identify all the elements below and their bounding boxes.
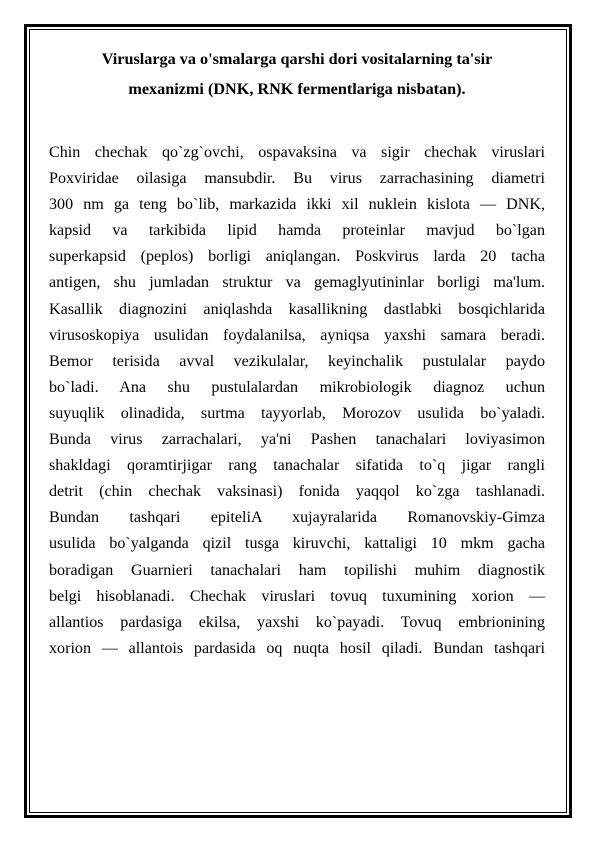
paragraph-line: superkapsid (peplos) borligi aniqlangan. Poskvirus larda 20 tacha xyxy=(49,248,545,266)
paragraph-line: usulida bo`yalganda qizil tusga kiruvchi, kattaligi 10 mkm gacha xyxy=(49,535,545,553)
paragraph-line: belgi hisoblanadi. Chechak viruslari tovuq tuxumining xorion — xyxy=(49,587,545,605)
paragraph-line: suyuqlik olinadida, surtma tayyorlab, Morozov usulida bo`yaladi. xyxy=(49,404,545,422)
paragraph-line: Poxviridae oilasiga mansubdir. Bu virus zarrachasining diametri xyxy=(49,170,545,188)
paragraph-line: xorion — allantois pardasida oq nuqta hosil qiladi. Bundan tashqari xyxy=(49,639,545,657)
body-paragraph xyxy=(49,140,545,662)
paragraph-line: Bunda virus zarrachalari, ya'ni Pashen tanachalari loviyasimon xyxy=(49,431,545,449)
paragraph-line: virusoskopiya usulidan foydalanilsa, ayniqsa yaxshi samara beradi. xyxy=(49,326,545,344)
title-line: mexanizmi (DNK, RNK fermentlariga nisbatan). xyxy=(128,80,466,98)
paragraph-line: allantios pardasiga ekilsa, yaxshi ko`payadi. Tovuq embrionining xyxy=(49,613,545,631)
title-line: Viruslarga va o'smalarga qarshi dori vositalarning ta'sir xyxy=(101,50,493,68)
paragraph-line: Chin chechak qo`zg`ovchi, ospavaksina va sigir chechak viruslari xyxy=(49,144,545,161)
paragraph-line: shakldagi qoramtirjigar rang tanachalar sifatida to`q jigar rangli xyxy=(49,457,545,475)
paragraph-line: boradigan Guarnieri tanachalari ham topilishi muhim diagnostik xyxy=(49,561,545,579)
document-content xyxy=(49,44,545,662)
document-title xyxy=(49,44,545,104)
paragraph-line: antigen, shu jumladan struktur va gemaglyutininlar borligi ma'lum. xyxy=(49,274,545,292)
paragraph-line: detrit (chin chechak vaksinasi) fonida yaqqol ko`zga tashlanadi. xyxy=(49,483,545,501)
paragraph-line: Kasallik diagnozini aniqlashda kasallikning dastlabki bosqichlarida xyxy=(49,300,545,318)
paragraph-line: kapsid va tarkibida lipid hamda proteinlar mavjud bo`lgan xyxy=(49,222,545,240)
paragraph-line: bo`ladi. Ana shu pustulalardan mikrobiologik diagnoz uchun xyxy=(49,378,545,396)
paragraph-line: 300 nm ga teng bo`lib, markazida ikki xil nuklein kislota — DNK, xyxy=(49,196,545,214)
paragraph-line: Bemor terisida avval vezikulalar, keyinchalik pustulalar paydo xyxy=(49,352,545,370)
paragraph-line: Bundan tashqari epiteliA xujayralarida Romanovskiy-Gimza xyxy=(49,509,545,527)
